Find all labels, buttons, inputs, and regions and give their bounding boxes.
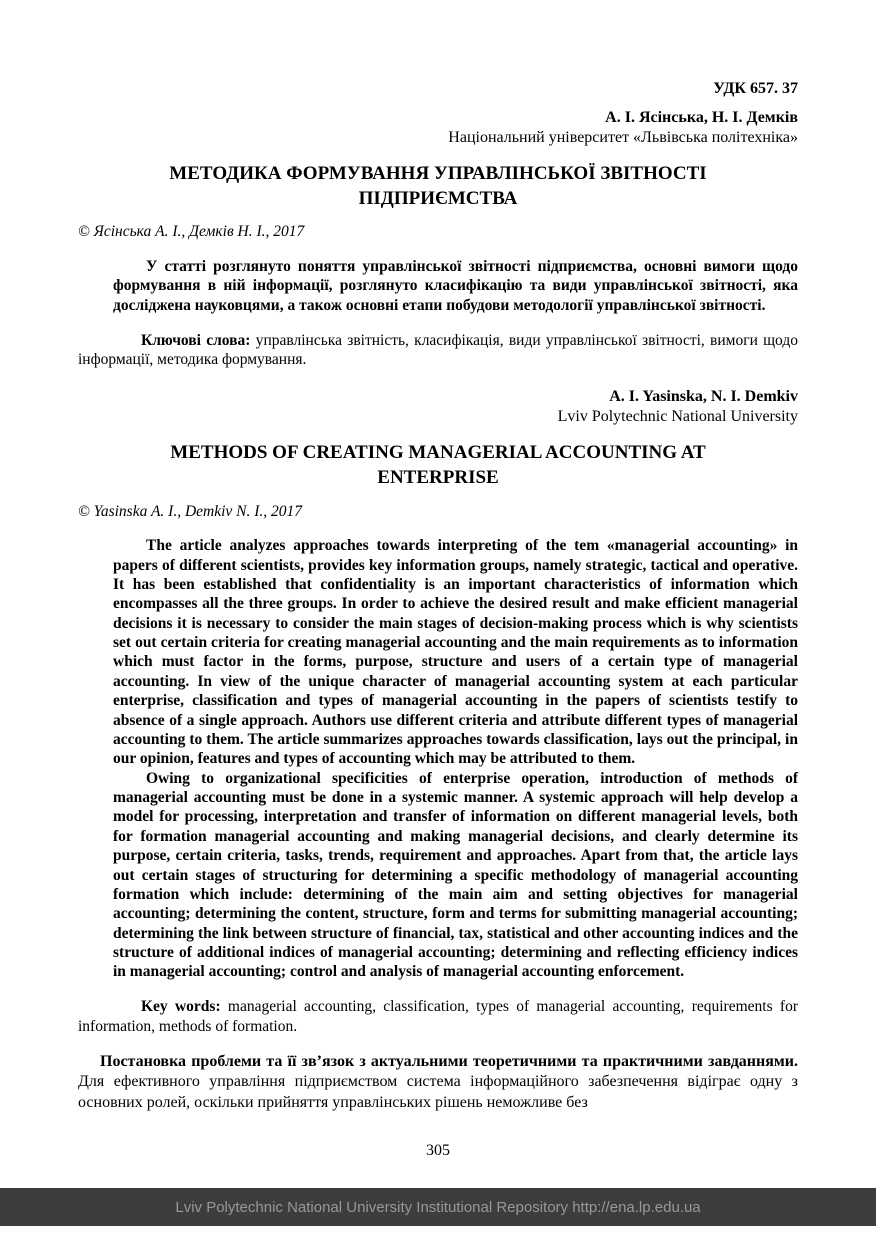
copyright-ukrainian: © Ясінська А. І., Демків Н. І., 2017	[78, 223, 305, 241]
keywords-english-text: managerial accounting, classification, types of managerial accounting, requirements for information, methods of formation.	[78, 998, 798, 1035]
keywords-ukrainian	[78, 331, 798, 370]
copyright-english: © Yasinska A. I., Demkiv N. I., 2017	[78, 502, 303, 520]
section-heading: Постановка проблеми та її зв’язок з актуальними теоретичними та практичними завданнями.	[100, 1053, 798, 1070]
article-title-english: METHODS OF CREATING MANAGERIAL ACCOUNTING AT ENTERPRISE	[170, 442, 706, 488]
abstract-english-paragraph-1: The article analyzes approaches towards interpreting of the tem «managerial accounting» in papers of different scientists, provides key information groups, namely strategic, tactical and operative. It has been established that confidentiality is an important characteristics of information which encompasses all the three groups. In order to achieve the desired result and make efficient managerial decisions it is necessary to consider the main stages of decision-making process which is why scientists set out certain criteria for creating managerial accounting and the main requirements as to information which must factor in the forms, purpose, structure and users of a certain type of managerial accounting. In view of the unique character of managerial accounting system at each particular enterprise, classification and types of managerial accounting in the papers of scientists testify to absence of a single approach. Authors use different criteria and attribute different types of managerial accounting to them. The article summarizes approaches towards classification, lays out the principal, in our opinion, features and types of accounting which may be attributed to them.	[113, 537, 798, 768]
repository-footer-bar	[0, 1188, 876, 1226]
page-number: 305	[426, 1142, 450, 1159]
section-text: Для ефективного управління підприємством система інформаційного забезпечення відіграє одну з основних ролей, оскільки прийняття управлінських рішень неможливе без	[78, 1073, 798, 1111]
keywords-english	[78, 997, 798, 1036]
affiliation-english: Lviv Polytechnic National University	[557, 408, 798, 426]
authors-ukrainian: А. І. Ясінська, Н. І. Демків	[605, 109, 798, 126]
abstract-english-paragraph-2: Owing to organizational specificities of enterprise operation, introduction of methods of managerial accounting must be done in a systemic manner. A systemic approach will help develop a model for processing, interpretation and transfer of information on different managerial levels, both for formation managerial accounting and making managerial decisions, and clearly determine its purpose, certain criteria, tasks, trends, requirement and approaches. Apart from that, the article lays out certain stages of structuring for determining a specific methodology of managerial accounting formation which include: determining of the main aim and setting objectives for managerial accounting; determining the content, structure, form and terms for submitting managerial accounting; determining the link between structure of financial, tax, statistical and other accounting indices and the structure of additional indices of managerial accounting; determining and reflecting efficiency indices in managerial accounting; control and analysis of managerial accounting enforcement.	[113, 769, 798, 981]
repository-footer-text: Lviv Polytechnic National University Institutional Repository http://ena.lp.edu.ua	[175, 1198, 701, 1216]
keywords-ukrainian-label: Ключові слова:	[141, 331, 251, 349]
authors-english: A. I. Yasinska, N. I. Demkiv	[609, 388, 798, 406]
body-paragraph	[78, 1052, 798, 1113]
udc-code: УДК 657. 37	[713, 80, 798, 97]
abstract-ukrainian: У статті розглянуто поняття управлінської звітності підприємства, основні вимоги щодо формування в ній інформації, розглянуто класифікацію та види управлінської звітності, яка досліджена науковцями, а також основні етапи побудови методології управлінської звітності.	[113, 257, 798, 314]
keywords-english-label: Key words:	[141, 998, 221, 1016]
keywords-ukrainian-text: управлінська звітність, класифікація, види управлінської звітності, вимоги щодо інформації, методика формування.	[78, 331, 798, 368]
article-title-ukrainian: МЕТОДИКА ФОРМУВАННЯ УПРАВЛІНСЬКОЇ ЗВІТНОСТІ ПІДПРИЄМСТВА	[169, 163, 707, 209]
affiliation-ukrainian: Національний університет «Львівська політехніка»	[448, 129, 798, 146]
